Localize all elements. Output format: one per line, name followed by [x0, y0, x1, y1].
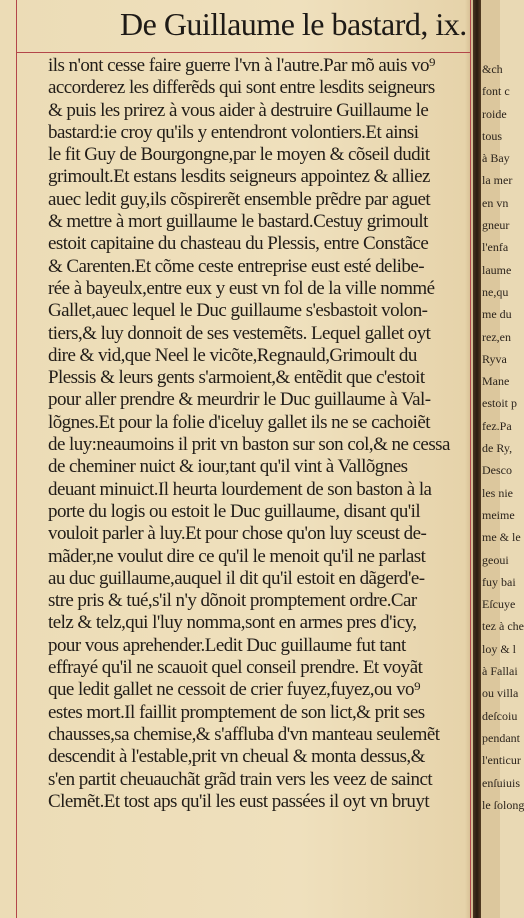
text-line: stre pris & tué,s'il n'y dõnoit promptement ordre.Car	[48, 590, 417, 612]
text-line: vouloit parler à luy.Et pour chose qu'on luy sceust de-	[48, 523, 427, 545]
facing-text-fragment: rez,en	[482, 329, 511, 344]
facing-text-fragment: estoit p	[482, 396, 517, 411]
text-line: & Carenten.Et cõme ceste entreprise eust esté delibe-	[48, 255, 425, 277]
facing-text-fragment: fez.Pa	[482, 418, 512, 433]
facing-text-fragment: geoui	[482, 552, 509, 567]
facing-text-fragment: ou villa	[482, 686, 519, 701]
text-line: & mettre à mort guillaume le bastard.Cestuy grimoult	[48, 211, 428, 233]
facing-text-fragment: Ryva	[482, 351, 507, 366]
text-line: auec ledit guy,ils cõspirerẽt ensemble prẽdre par aguet	[48, 188, 431, 210]
text-line: & puis les prirez à vous aider à destruire Guillaume le	[48, 99, 429, 121]
text-line: grimoult.Et estans lesdits seigneurs appointez & alliez	[48, 166, 430, 188]
text-line: le fit Guy de Bourgongne,par le moyen & cõseil dudit	[48, 144, 430, 166]
facing-text-fragment: pendant	[482, 730, 520, 745]
facing-text-fragment: meime	[482, 507, 515, 522]
text-line: de luy:neaumoins il prit vn baston sur son col,& ne cessa	[48, 434, 450, 456]
text-line: chausses,sa chemise,& s'affluba d'vn manteau seulemẽt	[48, 723, 440, 745]
body-text	[48, 55, 468, 813]
text-line: Plessis & leurs gents s'armoient,& entẽdit que c'estoit	[48, 367, 425, 389]
facing-text-fragment: loy & l	[482, 641, 517, 656]
header-rule	[16, 52, 470, 53]
text-line: rée à bayeulx,entre eux y eust vn fol de la ville nommé	[48, 277, 435, 299]
text-line: tiers,& luy donnoit de ses vestemẽts. Lequel gallet oyt	[48, 322, 431, 344]
running-head: De Guillaume le bastard, ix.	[120, 6, 467, 42]
facing-text-fragment: l'enticur	[482, 753, 521, 768]
text-line: descendit à l'estable,prit vn cheual & monta dessus,&	[48, 746, 425, 768]
text-line: pour aller prendre & meurdrir le Duc guillaume à Val-	[48, 389, 431, 411]
facing-text-fragment: la mer	[482, 173, 513, 188]
text-line: lõgnes.Et pour la folie d'iceluy gallet ils ne se cachoiẽt	[48, 411, 431, 433]
facing-text-fragment: Desco	[482, 463, 512, 478]
text-line: que ledit gallet ne cessoit de crier fuyez,fuyez,ou vo⁹	[48, 679, 421, 701]
facing-text-fragment: tous	[482, 128, 503, 143]
facing-text-fragment: me du	[482, 307, 512, 322]
facing-text-fragment: tez à che	[482, 619, 524, 634]
text-line: Clemẽt.Et tost aps qu'il les eust passées il oyt vn bruyt	[48, 790, 430, 812]
facing-text-fragment: fuy bai	[482, 574, 516, 589]
text-line: au duc guillaume,auquel il dit qu'il estoit en dãgerd'e-	[48, 567, 425, 589]
text-line: Gallet,auec lequel le Duc guillaume s'esbastoit volon-	[48, 300, 428, 322]
text-line: deuant minuict.Il heurta lourdement de son baston à la	[48, 478, 432, 500]
text-line: estoit capitaine du chasteau du Plessis, entre Constãce	[48, 233, 429, 255]
facing-text-fragment: en vn	[482, 195, 509, 210]
text-line: dire & vid,que Neel le vicõte,Regnauld,Grimoult du	[48, 344, 417, 366]
text-line: accorderez les differẽds qui sont entre lesdits seigneurs	[48, 77, 435, 99]
text-line: ils n'ont cesse faire guerre l'vn à l'autre.Par mõ auis vo⁹	[48, 55, 436, 76]
facing-text-fragment: l'enfa	[482, 240, 509, 255]
text-line: telz & telz,qui l'luy nomma,sont en armes pres d'icy,	[48, 612, 417, 634]
facing-text-fragment: laume	[482, 262, 512, 277]
facing-text-fragment: font c	[482, 84, 510, 99]
text-line: mãder,ne voulut dire ce qu'il le menoit qu'il ne parlast	[48, 545, 426, 567]
facing-page-text	[482, 58, 524, 816]
facing-text-fragment: roide	[482, 106, 507, 121]
facing-text-fragment: les nie	[482, 485, 513, 500]
facing-text-fragment: enſuiuis	[482, 775, 520, 790]
facing-text-fragment: à Bay	[482, 151, 510, 166]
text-line: bastard:ie croy qu'ils y entendront volontiers.Et ainsi	[48, 121, 419, 143]
facing-text-fragment: le ſolong	[482, 797, 524, 812]
text-line: porte du logis ou estoit le Duc guillaume, disant qu'il	[48, 500, 421, 522]
right-margin-rule	[470, 0, 471, 918]
facing-text-fragment: Eſcuye	[482, 597, 516, 612]
text-line: estes mort.Il faillit promptement de son lict,& prit ses	[48, 701, 425, 723]
facing-text-fragment: à Fallai	[482, 664, 518, 679]
facing-text-fragment: Mane	[482, 374, 510, 389]
facing-text-fragment: ne,qu	[482, 284, 509, 299]
text-line: s'en partit cheuauchãt grãd train vers les veez de sainct	[48, 768, 433, 790]
facing-text-fragment: deſcoiu	[482, 708, 518, 723]
text-line: effrayé qu'il ne scauoit quel conseil prendre. Et voyãt	[48, 657, 423, 679]
left-margin-rule	[16, 0, 17, 918]
facing-text-fragment: &ch	[482, 62, 503, 76]
text-line: de cheminer nuict & iour,tant qu'il vint à Vallõgnes	[48, 456, 408, 478]
facing-text-fragment: me & le	[482, 530, 521, 545]
text-line: pour vous aprehender.Ledit Duc guillaume fut tant	[48, 634, 406, 656]
facing-text-fragment: gneur	[482, 218, 510, 233]
facing-text-fragment: de Ry,	[482, 441, 513, 456]
